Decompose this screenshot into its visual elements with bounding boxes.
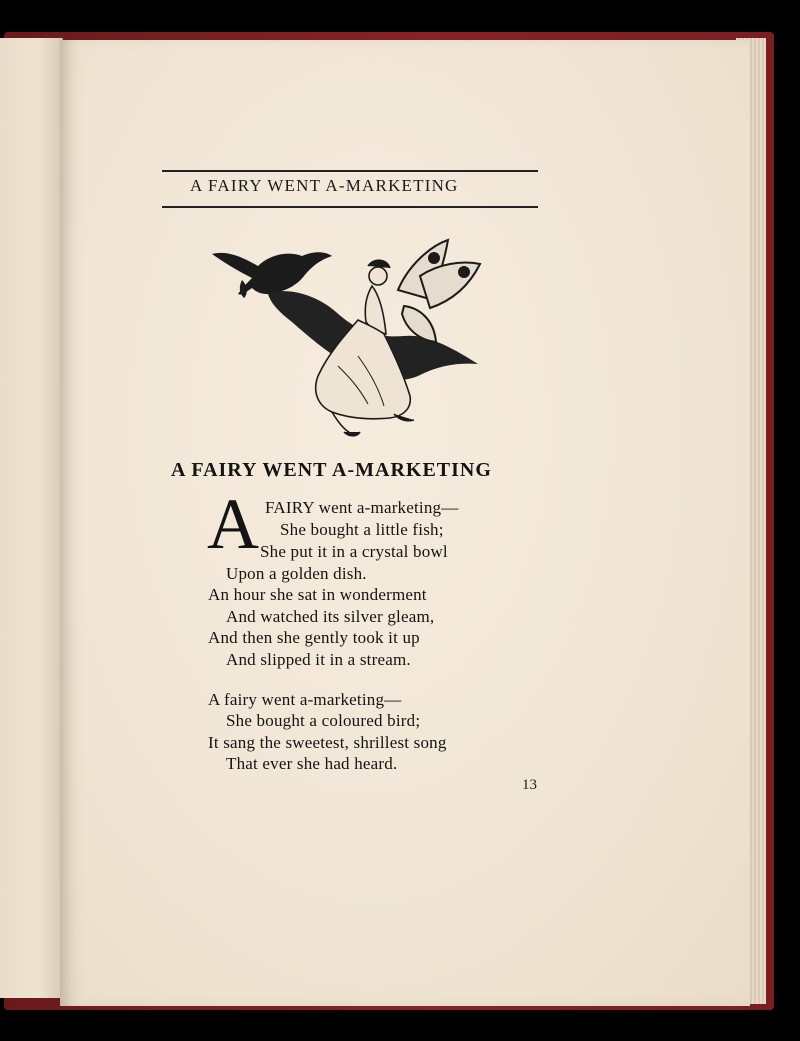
poem-title: A FAIRY WENT A-MARKETING bbox=[171, 459, 492, 481]
poem-line: She put it in a crystal bowl bbox=[260, 542, 448, 561]
poem-line: And watched its silver gleam, bbox=[226, 607, 435, 626]
running-head-text: A FAIRY WENT A-MARKETING bbox=[190, 176, 459, 195]
poem-line: That ever she had heard. bbox=[226, 754, 398, 773]
wings-icon bbox=[398, 240, 480, 342]
poem-line: A fairy went a-marketing— bbox=[208, 690, 402, 709]
poem-line: She bought a coloured bird; bbox=[226, 711, 421, 730]
poem-line: She bought a little fish; bbox=[280, 520, 444, 539]
facing-page-edge bbox=[0, 38, 63, 998]
poem-line: An hour she sat in wonderment bbox=[208, 585, 427, 604]
poem-line: It sang the sweetest, shrillest song bbox=[208, 733, 447, 752]
bird-icon bbox=[212, 252, 332, 298]
poem-line: And slipped it in a stream. bbox=[226, 650, 411, 669]
poem-line: And then she gently took it up bbox=[208, 628, 420, 647]
drop-cap: A bbox=[207, 484, 259, 564]
running-head bbox=[162, 170, 538, 208]
page-number: 13 bbox=[522, 777, 537, 793]
fairy-and-bird-illustration bbox=[208, 236, 493, 442]
poem-line: Upon a golden dish. bbox=[226, 564, 367, 583]
poem-line: FAIRY went a-marketing— bbox=[265, 498, 459, 517]
